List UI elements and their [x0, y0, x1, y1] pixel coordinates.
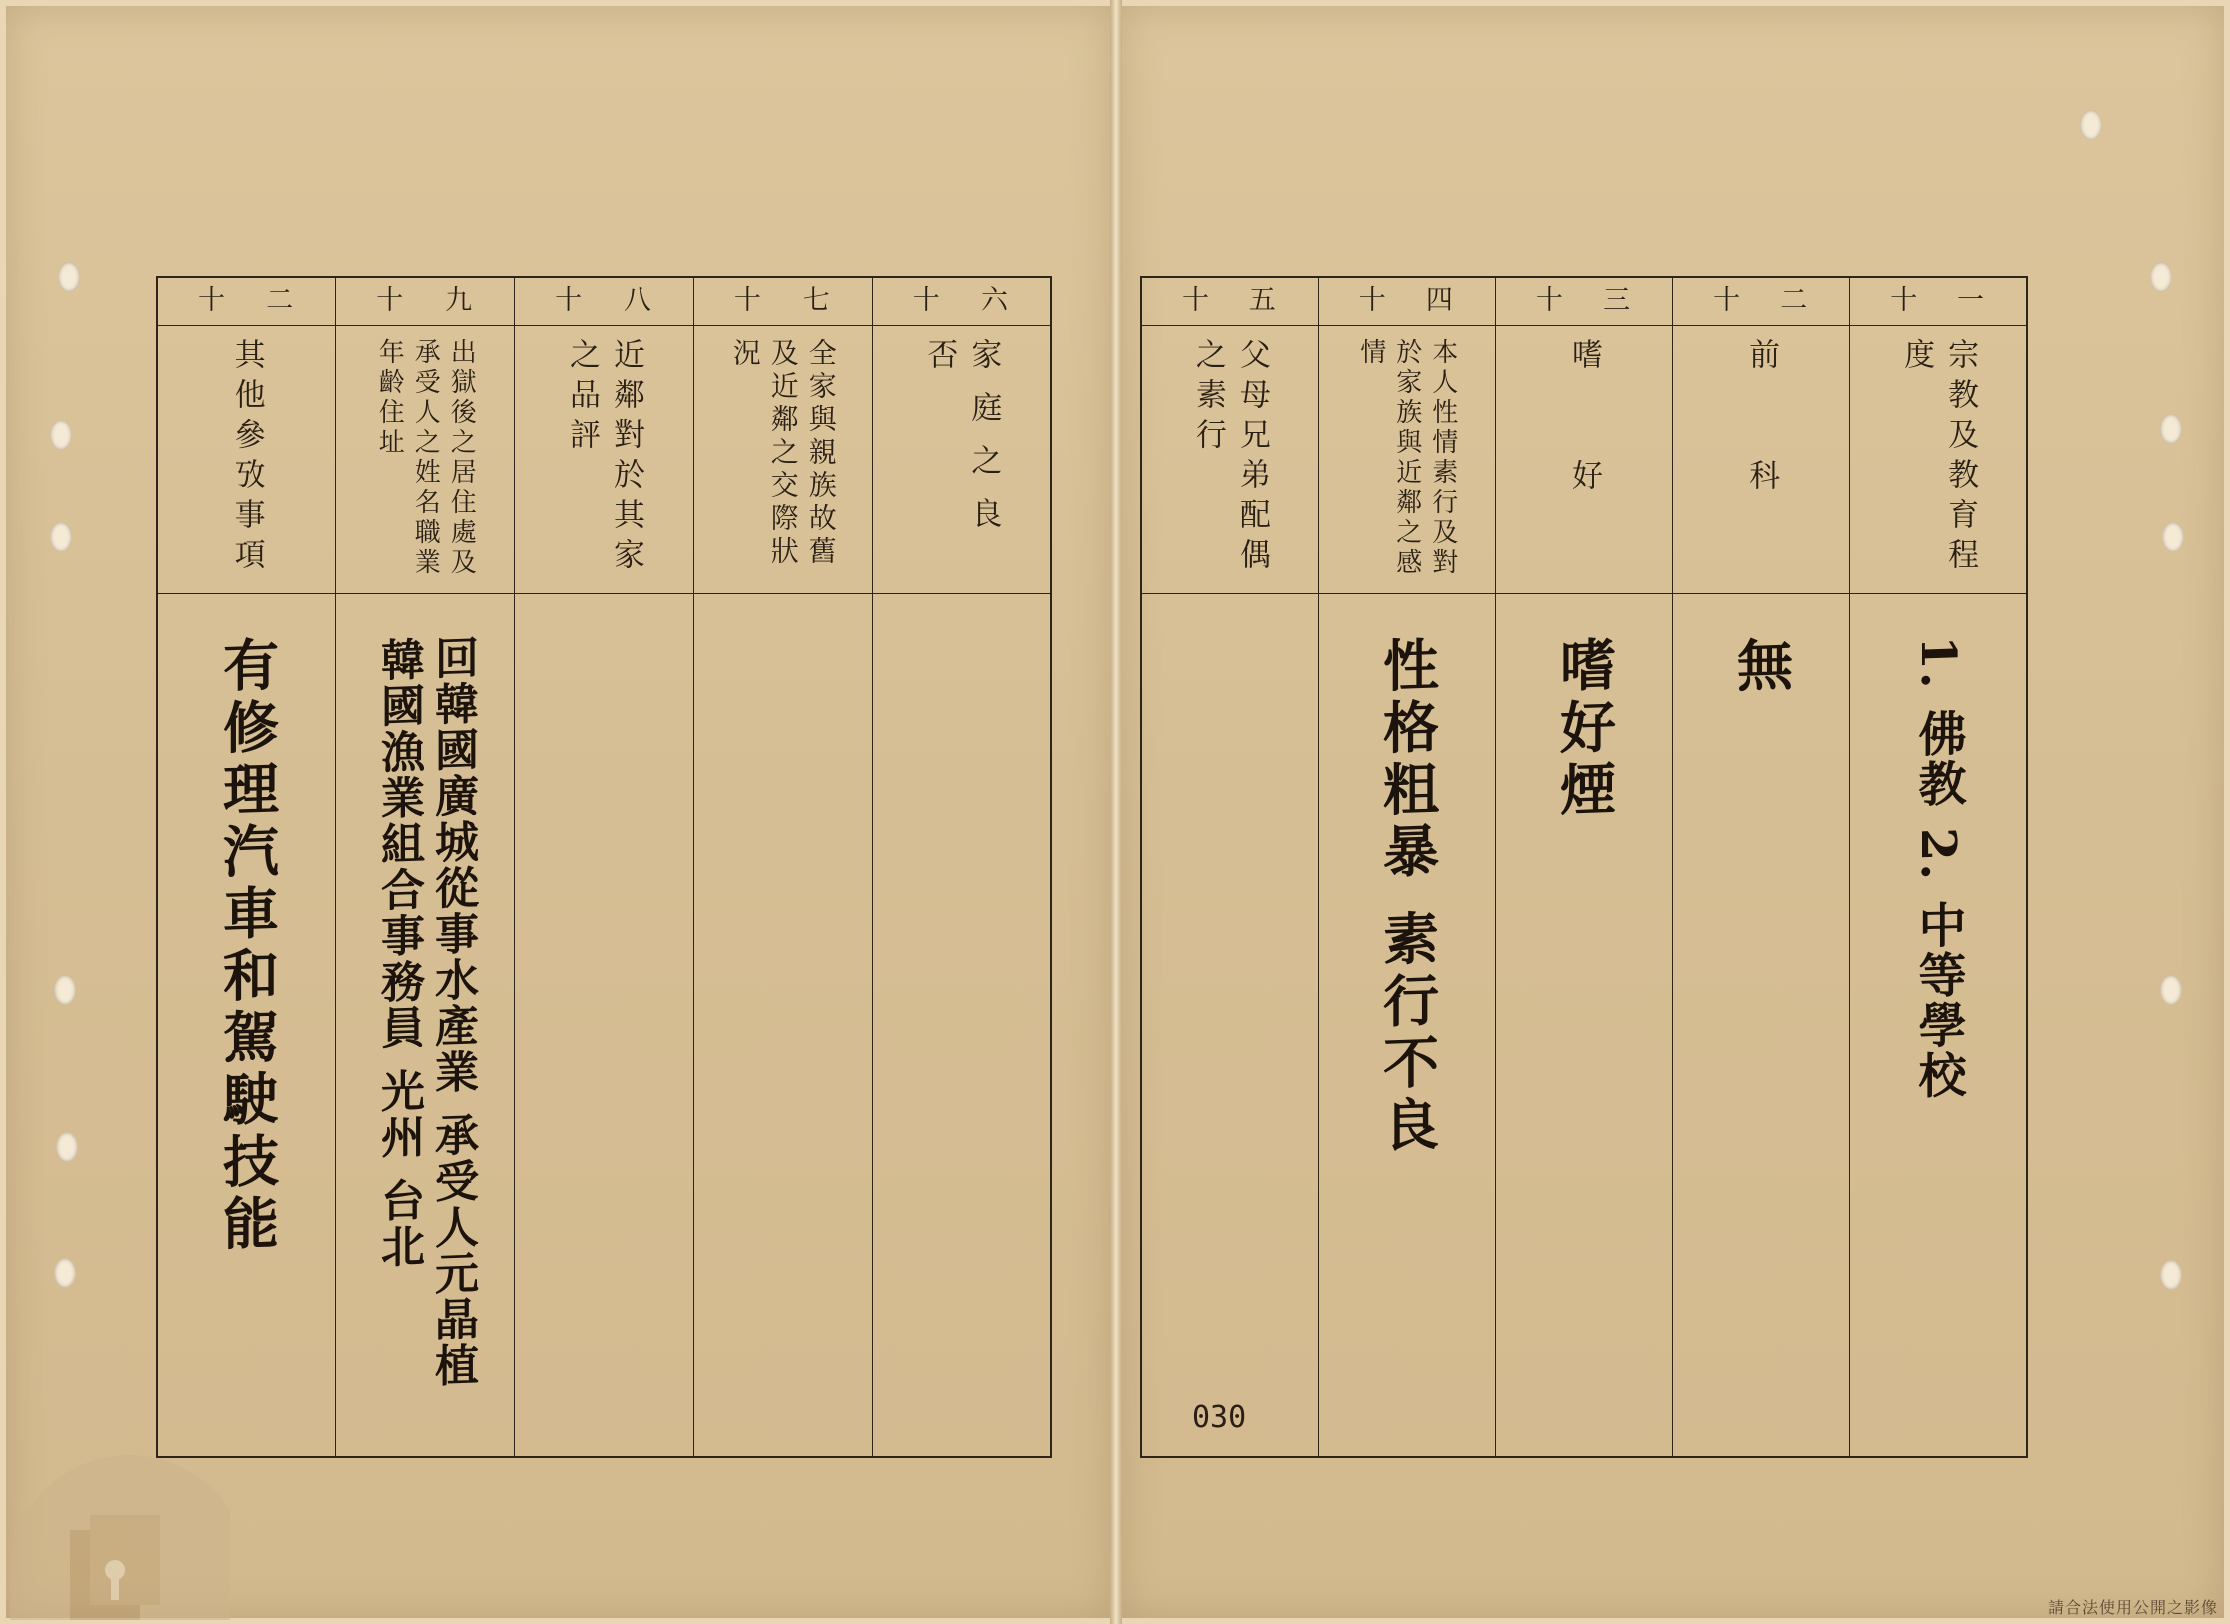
column-number-17: 十 七 — [693, 277, 872, 325]
column-number-14: 十 四 — [1318, 277, 1495, 325]
label-religion-education: 宗教及教育程度 — [1850, 325, 2027, 593]
page-number: 030 — [1192, 1400, 1247, 1435]
label-family-condition: 家庭之良否 — [872, 325, 1051, 593]
answer-criminal-record: 無 — [1673, 593, 1850, 1457]
answer-religion-education: 1. 佛教 2. 中等學校 — [1850, 593, 2027, 1457]
punch-hole — [2080, 110, 2102, 140]
usage-notice: 請合法使用公開之影像 — [2047, 1598, 2218, 1617]
column-number-13: 十 三 — [1495, 277, 1672, 325]
label-other-references: 其他參攷事項 — [157, 325, 336, 593]
punch-hole — [2162, 522, 2184, 552]
archive-watermark-logo — [0, 1420, 240, 1620]
answer-family-conduct — [1141, 593, 1318, 1457]
column-number-18: 十 八 — [515, 277, 694, 325]
label-social-relations: 全家與親族故舊及近鄰之交際狀況 — [693, 325, 872, 593]
answer-post-release-residence: 回韓國廣城從事水產業 承受人元晶植 韓國漁業組合事務員 光州 台北 — [336, 593, 515, 1457]
punch-hole — [54, 975, 76, 1005]
column-number-12: 十 二 — [1673, 277, 1850, 325]
answer-hobbies: 嗜好煙 — [1495, 593, 1672, 1457]
answer-other-references: 有修理汽車和駕駛技能 — [157, 593, 336, 1457]
column-number-16: 十 六 — [872, 277, 1051, 325]
label-criminal-record: 前科 — [1673, 325, 1850, 593]
punch-hole — [50, 420, 72, 450]
punch-hole — [2160, 1260, 2182, 1290]
punch-hole — [2150, 262, 2172, 292]
answer-social-relations — [693, 593, 872, 1457]
column-number-20: 十 二 — [157, 277, 336, 325]
column-number-15: 十 五 — [1141, 277, 1318, 325]
right-form-table — [1140, 276, 2028, 1458]
label-hobbies: 嗜好 — [1495, 325, 1672, 593]
label-post-release-residence: 出獄後之居住處及承受人之姓名職業年齡住址 — [336, 325, 515, 593]
answer-neighbor-evaluation — [515, 593, 694, 1457]
punch-hole — [2160, 975, 2182, 1005]
punch-hole — [56, 1132, 78, 1162]
column-number-11: 十 一 — [1850, 277, 2027, 325]
punch-hole — [54, 1258, 76, 1288]
punch-hole — [50, 522, 72, 552]
column-number-19: 十 九 — [336, 277, 515, 325]
label-neighbor-evaluation: 近鄰對於其家之品評 — [515, 325, 694, 593]
label-personality: 本人性情素行及對於家族與近鄰之感情 — [1318, 325, 1495, 593]
punch-hole — [2160, 414, 2182, 444]
label-family-conduct: 父母兄弟配偶之素行 — [1141, 325, 1318, 593]
answer-family-condition — [872, 593, 1051, 1457]
punch-hole — [58, 262, 80, 292]
left-form-table — [156, 276, 1052, 1458]
book-gutter — [1110, 0, 1122, 1624]
answer-personality: 性格粗暴 素行不良 — [1318, 593, 1495, 1457]
